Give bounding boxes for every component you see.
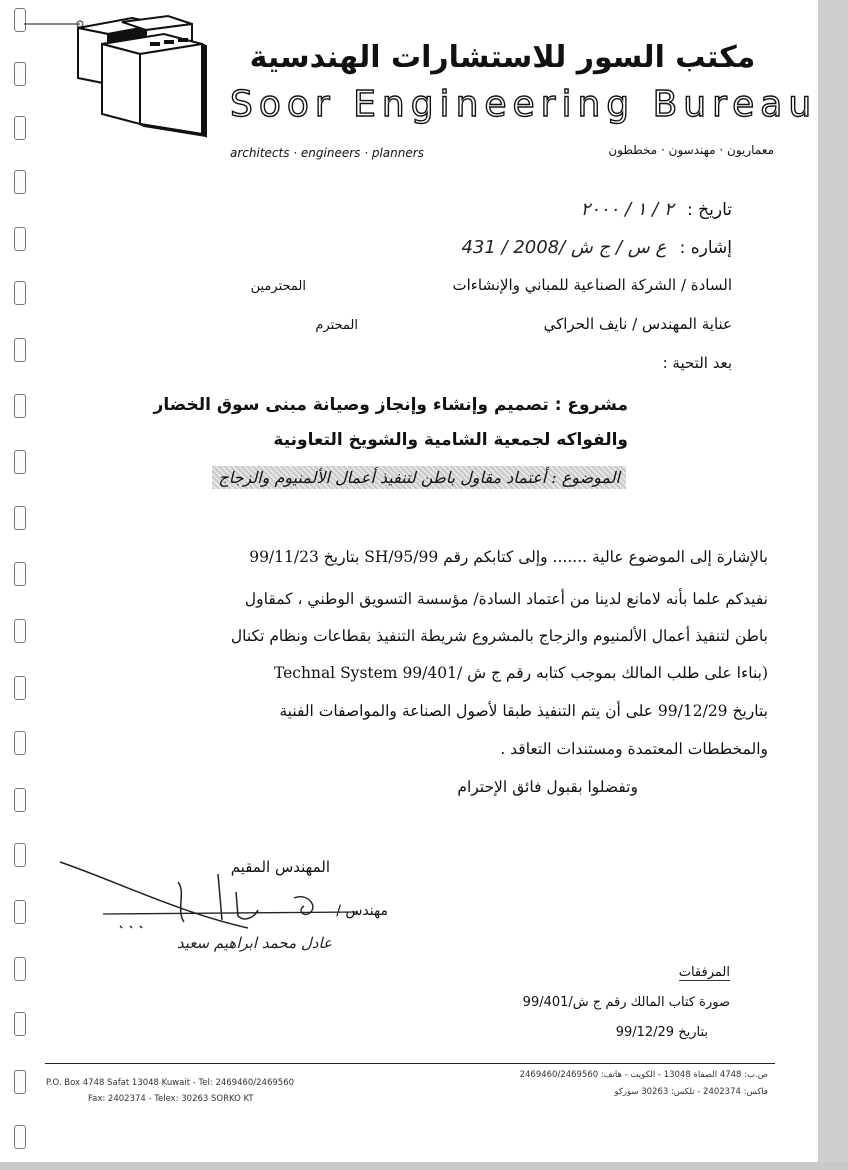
punch-hole bbox=[14, 788, 26, 812]
company-name-arabic: مكتب السور للاستشارات الهندسية bbox=[249, 40, 756, 75]
scan-edge-bottom bbox=[0, 1162, 848, 1170]
reference-label: إشاره : bbox=[679, 238, 732, 258]
body-line: بالإشارة إلى الموضوع عالية ....... وإلى كتابكم رقم SH/95/99 بتاريخ 99/11/23 bbox=[249, 548, 768, 566]
punch-hole bbox=[14, 338, 26, 362]
recipient-honorific-2: المحترم bbox=[315, 318, 358, 333]
reference-value: ع س / ج ش /2008 / 431 bbox=[461, 237, 667, 258]
body-line: بتاريخ 99/12/29 على أن يتم التنفيذ طبقا لأصول الصناعة والمواصفات الفنية bbox=[279, 702, 768, 720]
footer-fax-english: Fax: 2402374 - Telex: 30263 SORKO KT bbox=[88, 1094, 254, 1104]
punch-hole bbox=[14, 281, 26, 305]
punch-hole bbox=[14, 170, 26, 194]
footer-divider bbox=[45, 1063, 775, 1064]
tagline-english: architects · engineers · planners bbox=[230, 146, 424, 160]
closing-line: وتفضلوا بقبول فائق الإحترام bbox=[457, 778, 638, 796]
body-line: نفيدكم علما بأنه لامانع لدينا من أعتماد السادة/ مؤسسة التسويق الوطني ، كمقاول bbox=[244, 590, 768, 608]
reference-line bbox=[461, 237, 732, 258]
body-line: والمخططات المعتمدة ومستندات التعاقد . bbox=[500, 740, 768, 758]
punch-hole bbox=[14, 619, 26, 643]
punch-hole bbox=[14, 450, 26, 474]
punch-hole bbox=[14, 116, 26, 140]
signature-engineer-label: مهندس / bbox=[336, 903, 388, 919]
punch-hole bbox=[14, 1070, 26, 1094]
tagline-arabic: معماريون · مهندسون · مخططون bbox=[608, 143, 774, 157]
signatory-name: عادل محمد ابراهيم سعيد bbox=[176, 934, 332, 952]
attachment-item-date: بتاريخ 99/12/29 bbox=[615, 1025, 708, 1040]
body-line: باطن لتنفيذ أعمال الألمنيوم والزجاج بالمشروع شريطة التنفيذ بقطاعات ونظام تكنال bbox=[230, 627, 768, 645]
date-value: ٢ / ١ / ٢٠٠٠ bbox=[580, 199, 674, 220]
punch-hole bbox=[14, 731, 26, 755]
handwritten-signature bbox=[58, 852, 398, 942]
company-name-english: Soor Engineering Bureau bbox=[230, 84, 818, 125]
recipient-company: السادة / الشركة الصناعية للمباني والإنشاءات bbox=[452, 276, 732, 294]
recipient-honorific-1: المحترمين bbox=[250, 279, 306, 294]
punch-hole bbox=[14, 62, 26, 86]
date-label: تاريخ : bbox=[687, 200, 732, 220]
punch-hole bbox=[14, 394, 26, 418]
punch-hole bbox=[14, 843, 26, 867]
date-line bbox=[581, 199, 732, 220]
footer-address-arabic: ص.ب: 4748 الصفاة 13048 - الكويت - هاتف: 2469460/2469560 bbox=[519, 1070, 768, 1080]
greeting: بعد التحية : bbox=[662, 354, 732, 372]
footer-address-english: P.O. Box 4748 Safat 13048 Kuwait - Tel: 2469460/2469560 bbox=[46, 1078, 295, 1088]
punch-hole bbox=[14, 900, 26, 924]
recipient-attention: عناية المهندس / نايف الحراكي bbox=[543, 315, 732, 333]
signature-title: المهندس المقيم bbox=[230, 858, 330, 876]
company-logo-icon bbox=[72, 14, 212, 139]
punch-hole bbox=[14, 562, 26, 586]
punch-hole bbox=[14, 1125, 26, 1149]
attachments-heading: المرفقات bbox=[678, 965, 730, 980]
punch-hole bbox=[14, 227, 26, 251]
punch-hole bbox=[14, 1012, 26, 1036]
punch-hole bbox=[14, 957, 26, 981]
punch-hole bbox=[14, 676, 26, 700]
punch-hole bbox=[14, 506, 26, 530]
project-title-line1: مشروع : تصميم وإنشاء وإنجاز وصيانة مبنى سوق الخضار bbox=[153, 395, 628, 415]
subject-line: الموضوع : أعتماد مقاول باطن لتنفيذ أعمال الألمنيوم والزجاج bbox=[212, 466, 626, 489]
body-line: (بناءا على طلب المالك بموجب كتابه رقم ج ش /99/401 Technal System bbox=[273, 664, 768, 682]
attachment-item: صورة كتاب المالك رقم ج ش/99/401 bbox=[522, 995, 730, 1010]
footer-fax-arabic: فاكس: 2402374 - تلكس: 30263 سوركو bbox=[614, 1087, 768, 1097]
scan-edge-right bbox=[818, 0, 848, 1170]
project-title-line2: والفواكه لجمعية الشامية والشويخ التعاونية bbox=[273, 430, 628, 450]
